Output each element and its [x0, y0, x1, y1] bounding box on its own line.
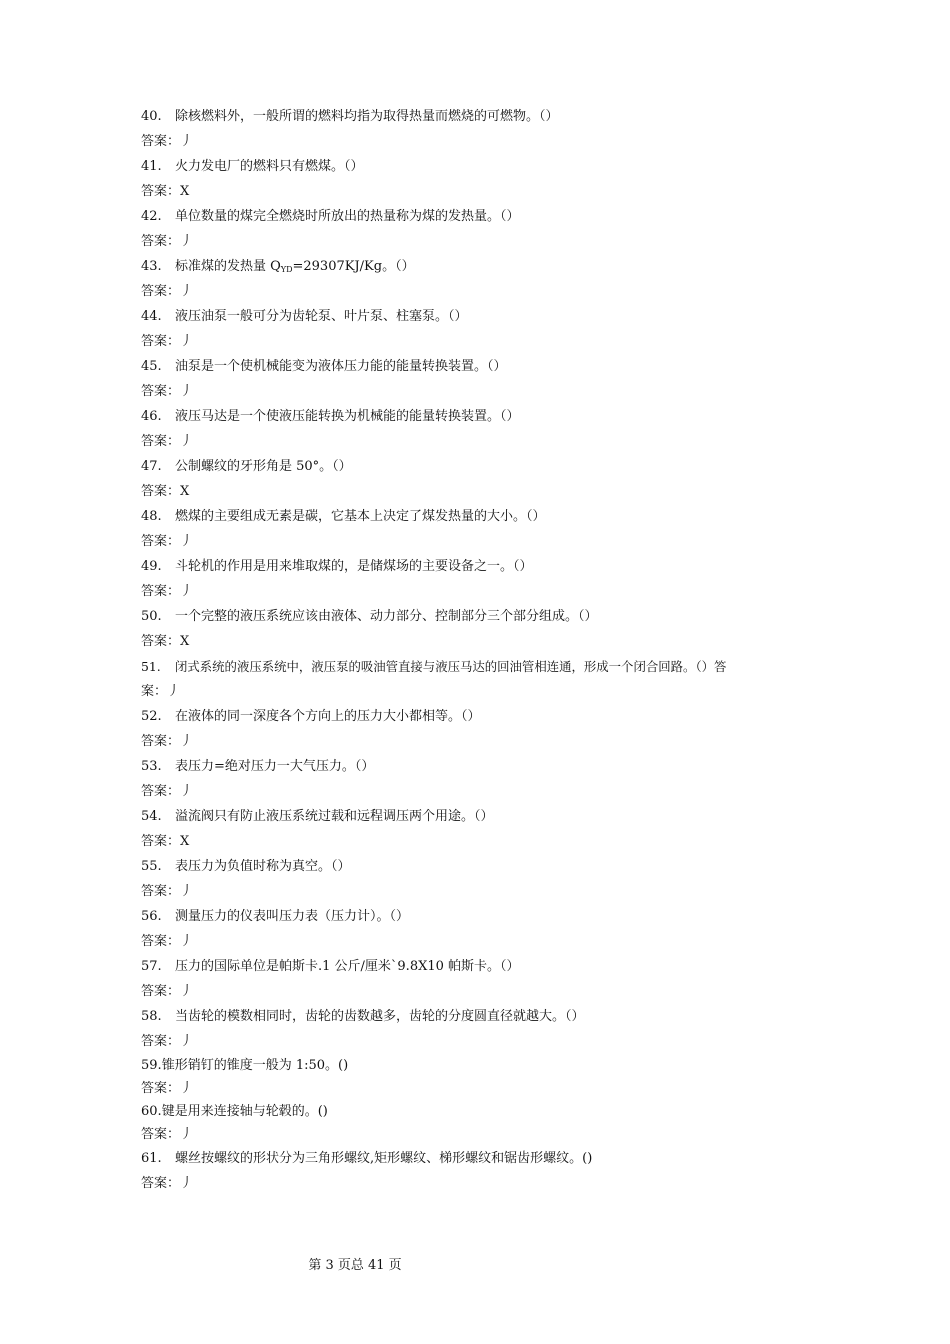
answer-mark: 丿: [180, 884, 194, 899]
subscript-text: YD: [280, 265, 293, 274]
answer-mark: 丿: [180, 534, 194, 549]
answer-mark: X: [180, 634, 190, 649]
question-61: [141, 1146, 811, 1171]
answer-43: [141, 279, 811, 304]
question-text: 压力的国际单位是帕斯卡.1 公斤/厘米`9.8X10 帕斯卡。（）: [175, 959, 520, 974]
question-46: [141, 404, 811, 429]
question-number: 49.: [141, 559, 162, 574]
page-footer: 第 3 页总 41 页: [308, 1258, 402, 1273]
question-number: 40.: [141, 109, 162, 124]
answer-49: [141, 579, 811, 604]
question-52: [141, 704, 811, 729]
answer-51: [141, 679, 811, 704]
question-text: 单位数量的煤完全燃烧时所放出的热量称为煤的发热量。（）: [175, 209, 520, 224]
question-40: [141, 104, 811, 129]
answer-label: 答案：: [141, 1034, 181, 1049]
question-51: [141, 654, 811, 679]
answer-mark: 丿: [167, 684, 181, 699]
answer-mark: 丿: [180, 234, 194, 249]
question-53: [141, 754, 811, 779]
answer-42: [141, 229, 811, 254]
question-55: [141, 854, 811, 879]
answer-mark: 丿: [180, 784, 194, 799]
question-number: 52.: [141, 709, 162, 724]
question-text: 在液体的同一深度各个方向上的压力大小都相等。（）: [175, 709, 481, 724]
answer-59: [141, 1077, 811, 1100]
answer-mark: 丿: [180, 1081, 194, 1096]
question-text: 液压油泵一般可分为齿轮泵、叶片泵、柱塞泵。（）: [175, 309, 468, 324]
question-number: 60.: [141, 1104, 162, 1119]
question-text: 一个完整的液压系统应该由液体、动力部分、控制部分三个部分组成。（）: [175, 609, 598, 624]
answer-mark: X: [180, 484, 190, 499]
answer-label: 答案：: [141, 534, 181, 549]
answer-label: 答案：: [141, 634, 181, 649]
answer-label: 案：: [141, 684, 168, 699]
question-text: 除核燃料外，一般所谓的燃料均指为取得热量而燃烧的可燃物。（）: [175, 109, 559, 124]
question-47: [141, 454, 811, 479]
answer-mark: 丿: [180, 1176, 194, 1191]
answer-58: [141, 1029, 811, 1054]
answer-label: 答案：: [141, 134, 181, 149]
question-number: 48.: [141, 509, 162, 524]
answer-label: 答案：: [141, 934, 181, 949]
question-text: 斗轮机的作用是用来堆取煤的，是储煤场的主要设备之一。（）: [175, 559, 533, 574]
question-number: 46.: [141, 409, 162, 424]
question-number: 53.: [141, 759, 162, 774]
answer-mark: 丿: [180, 134, 194, 149]
answer-45: [141, 379, 811, 404]
answer-label: 答案：: [141, 1081, 181, 1096]
answer-label: 答案：: [141, 1127, 181, 1142]
answer-mark: 丿: [180, 934, 194, 949]
question-text: 液压马达是一个使液压能转换为机械能的能量转换装置。（）: [175, 409, 520, 424]
answer-mark: X: [180, 834, 190, 849]
question-text: 公制螺纹的牙形角是 50°。（）: [175, 459, 352, 474]
question-text: 燃煤的主要组成无素是碳，它基本上决定了煤发热量的大小。（）: [175, 509, 546, 524]
answer-label: 答案：: [141, 734, 181, 749]
answer-label: 答案：: [141, 784, 181, 799]
answer-label: 答案：: [141, 334, 181, 349]
question-text: 测量压力的仪表叫压力表（压力计）。（）: [175, 909, 410, 924]
question-43: [141, 254, 811, 279]
answer-label: 答案：: [141, 834, 181, 849]
question-number: 43.: [141, 259, 162, 274]
answer-44: [141, 329, 811, 354]
answer-mark: X: [180, 184, 190, 199]
answer-mark: 丿: [180, 1034, 194, 1049]
answer-48: [141, 529, 811, 554]
answer-40: [141, 129, 811, 154]
question-list: [141, 104, 811, 1196]
answer-label: 答案：: [141, 984, 181, 999]
question-number: 44.: [141, 309, 162, 324]
question-58: [141, 1004, 811, 1029]
question-text-continued: =29307KJ/Kg。（）: [292, 259, 415, 274]
question-number: 56.: [141, 909, 162, 924]
question-text: 标准煤的发热量 Q: [175, 259, 281, 274]
question-number: 45.: [141, 359, 162, 374]
question-text: 溢流阀只有防止液压系统过载和远程调压两个用途。（）: [175, 809, 494, 824]
question-number: 55.: [141, 859, 162, 874]
answer-61: [141, 1171, 811, 1196]
answer-57: [141, 979, 811, 1004]
answer-mark: 丿: [180, 734, 194, 749]
question-42: [141, 204, 811, 229]
question-44: [141, 304, 811, 329]
question-text: 当齿轮的模数相同时，齿轮的齿数越多，齿轮的分度圆直径就越大。（）: [175, 1009, 585, 1024]
answer-label: 答案：: [141, 384, 181, 399]
question-number: 57.: [141, 959, 162, 974]
answer-mark: 丿: [180, 584, 194, 599]
question-56: [141, 904, 811, 929]
answer-label: 答案：: [141, 234, 181, 249]
question-text: 螺丝按螺纹的形状分为三角形螺纹,矩形螺纹、梯形螺纹和锯齿形螺纹。(): [175, 1151, 593, 1166]
answer-label: 答案：: [141, 184, 181, 199]
question-50: [141, 604, 811, 629]
question-text: 表压力为负值时称为真空。（）: [175, 859, 351, 874]
answer-label: 答案：: [141, 484, 181, 499]
question-number: 61.: [141, 1151, 162, 1166]
question-number: 50.: [141, 609, 162, 624]
answer-mark: 丿: [180, 984, 194, 999]
question-59: [141, 1054, 811, 1077]
answer-54: [141, 829, 811, 854]
answer-label: 答案：: [141, 1176, 181, 1191]
question-41: [141, 154, 811, 179]
answer-55: [141, 879, 811, 904]
answer-50: [141, 629, 811, 654]
question-text: 闭式系统的液压系统中，液压泵的吸油管直接与液压马达的回油管相连通，形成一个闭合回路。（）答: [175, 659, 727, 674]
question-number: 42.: [141, 209, 162, 224]
answer-56: [141, 929, 811, 954]
answer-52: [141, 729, 811, 754]
answer-60: [141, 1123, 811, 1146]
question-60: [141, 1100, 811, 1123]
question-number: 51.: [141, 659, 161, 674]
answer-label: 答案：: [141, 584, 181, 599]
answer-53: [141, 779, 811, 804]
answer-46: [141, 429, 811, 454]
question-number: 41.: [141, 159, 162, 174]
question-48: [141, 504, 811, 529]
question-45: [141, 354, 811, 379]
answer-mark: 丿: [180, 434, 194, 449]
question-number: 59.: [141, 1058, 162, 1073]
answer-label: 答案：: [141, 434, 181, 449]
answer-label: 答案：: [141, 284, 181, 299]
question-49: [141, 554, 811, 579]
question-text: 火力发电厂的燃料只有燃煤。（）: [175, 159, 364, 174]
question-57: [141, 954, 811, 979]
question-54: [141, 804, 811, 829]
answer-label: 答案：: [141, 884, 181, 899]
question-number: 58.: [141, 1009, 162, 1024]
answer-47: [141, 479, 811, 504]
answer-mark: 丿: [180, 1127, 194, 1142]
answer-mark: 丿: [180, 384, 194, 399]
answer-mark: 丿: [180, 334, 194, 349]
question-text: 表压力=绝对压力一大气压力。（）: [175, 759, 375, 774]
question-number: 47.: [141, 459, 162, 474]
question-text: 油泵是一个使机械能变为液体压力能的能量转换装置。（）: [175, 359, 507, 374]
answer-41: [141, 179, 811, 204]
question-text: 锥形销钉的锥度一般为 1:50。(): [161, 1058, 349, 1073]
answer-mark: 丿: [180, 284, 194, 299]
question-number: 54.: [141, 809, 162, 824]
question-text: 键是用来连接轴与轮毂的。(): [161, 1104, 328, 1119]
